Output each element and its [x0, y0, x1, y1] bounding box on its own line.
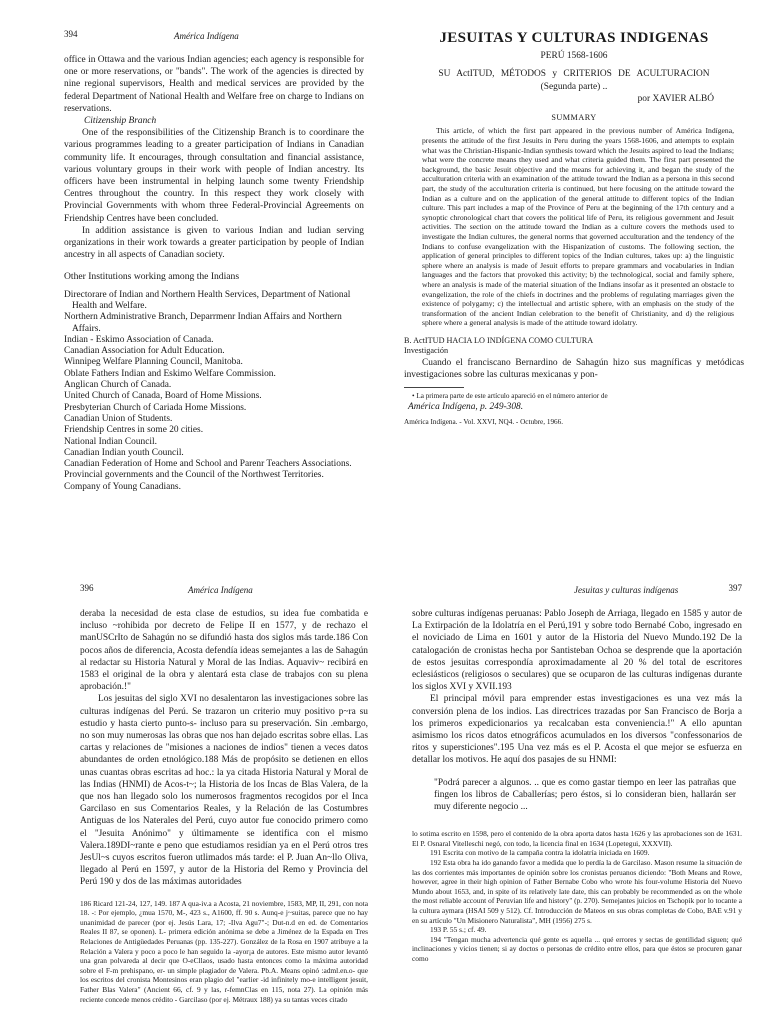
list-item: Canadian Association for Adult Education.	[64, 346, 225, 357]
article-subtitle: PERÚ 1568-1606	[540, 51, 608, 62]
page-number: 396	[80, 583, 94, 593]
paragraph: In addition assistance is given to various Indian and ludian serving organizations in their work towards a greater participation by people of Indian ancestry in all aspects of Canadian society.	[64, 225, 364, 261]
list-item: Presbyterian Church of Cariada Home Missions.	[64, 402, 247, 413]
paragraph: Los jesuitas del siglo XVI no desalentaron las investigaciones sobre las culturas indígenas del Perú. Se trazaron un criterio muy positivo p~ra su estudio y hasta cierto punto-s- incluso para su preservación. Sin .embargo, no son muy numerosas las obras que nos han dejado escritas sobre ellas. Las cartas y relaciones de "misiones a naciones de indios" tienen a veces datos abundantes de orden etnológico.188 Más de propósito se detienen en ellos unas cuantas obras escritas ad hoc.: la ya citada Historia Natural y Moral de las Indias (HNMI) de Acos-t~; la Historia de los Incas de Blas Valera, de la que nos han llegado solo los numerosos fragmentos recogidos por el Inca Garcilaso en sus Comentarios Reales, y la Relación de las Costumbres Antiguas de los Naterales del Perú, cuyo autor fue conocido primero como el "Jesuita Anónimo" y últimamente se identifica con el mismo Valera.189DI~rante e peno que estudiamos residían ya en el Perú otros tres JesUl~s cuyos escritos fueron utlimados más tarde: el P. Juan An~llo Oliva, llegado al Perú en 1597, y autor de la Historia del Remo y Provincia del Perú 190 y dos de las máximas autoridades	[80, 694, 368, 888]
paragraph: office in Ottawa and the various Indian agencies; each agency is responsible for one or more reservations, or "bands". The work of the agencies is directed by nine regional supervisors, Health and medical services are provided by the federal Department of National Health and Welfare free on charge to Indians on reservations.	[64, 55, 364, 114]
footnote: • La primera parte de este artículo apareció en el número anterior de	[412, 392, 608, 401]
list-item: Northern Administrative Branch, Deparrmenr Indian Affairs and Northern Affairs.	[64, 312, 342, 334]
page-number: 394	[64, 29, 78, 39]
list-item: Canadian Federation of Home and School and Parenr Teachers Associations.	[64, 459, 352, 470]
footnote-citation: América Indígena, p. 249-308.	[408, 402, 524, 413]
page-396	[80, 582, 368, 1020]
journal-citation: América Indígena. - Vol. XXVI, NQ4. - Octubre, 1966.	[404, 417, 564, 426]
author-line: por XAVIER ALBÓ	[637, 93, 714, 104]
list-item: Directorare of Indian and Northern Health Services, Department of National Health and Welfare.	[64, 289, 351, 311]
list-item: Anglican Church of Canada.	[64, 380, 172, 391]
section-heading: Citizenship Branch	[84, 116, 157, 127]
article-subtitle-line: SU ActITUD, MÉTODOS y CRITERIOS DE ACULTURACION	[438, 69, 710, 80]
list-item: National Indian Council.	[64, 436, 157, 447]
list-item: Provincial governments and the Council of the Northwest Territories.	[64, 470, 324, 481]
running-title: América Indígena	[188, 585, 253, 595]
section-heading: Other Institutions working among the Indians	[64, 271, 240, 283]
list-item: Canadian Indian youth Council.	[64, 447, 184, 458]
list-item: Indian - Eskimo Association of Canada.	[64, 334, 214, 345]
block-quote: "Podrá parecer a algunos. .. que es como gastar tiempo en leer las patrañas que fingen los libros de Caballerías; pero éstos, si lo consideran bien, hallarán ser muy diferente negocio ...	[434, 777, 736, 813]
summary-text: This article, of which the first part appeared in the previous number of América Indígena, presents the attitude of the first Jesuits in Peru during the years 1568-1606, and attempts to explain what was the Christian-Hispanic-Indian synthesis toward which the Jesuits aspired to lead the Indians; what were the concrete means they used and what criteria guided them. The first part presented the background, the basic Jesuit objective and the means for achieving it, and began the study of the acculturation criteria with an examination of the attitude toward the Indian as a persona in this second part, the study of the acculturation criteria is continued, but here focusing on the attitude toward the Indian as a culture and on the application of the general attitude to different topics of the Indian culture. This part includes a map of the Province of Peru at the beginning of the 17th century and a synoptic chronological chart that covers the political life of Peru, its religious government and Jesuit activities. The section on the attitude toward the Indian as a culture covers the methods used to investigate the Indian cultures, the general norms that governed acculturation and the tendency of the Indians to confuse evangelization with the Hispanization of customs. The following section, the application of general principles to different topics of the Indian cultures, takes up: a) the linguistic sphere where an analysis is made of Jesuit efforts to prepare grammars and vocabularies in Indian languages and the factors that provoked this activity; b) the technological, social and family sphere, where an analysis is made of the material situation of the Indians insofar as it presented an obstacle to evangelization, the role of the chiefs in doctrines and the problems of regulating marriages given the existence of polygamy; c) the intellectual and artistic sphere, with an emphasis on the study of the transformation of the ancient Indian celebration to the benefit of Christianity, and d) the religious sphere where a general analysis is made of the attitude toward idolatry.	[422, 126, 734, 328]
institutions-list	[64, 290, 364, 493]
part-label: (Segunda parte) ..	[540, 81, 608, 92]
footnote: lo sotima escrito en 1598, pero el contenido de la obra aporta datos hasta 1626 y las aprobaciones son de 1631. El P. Osnaral Vitelleschi negó, con todo, la licencia final en 1634 (Lopetegui, XXXVII).	[412, 829, 742, 848]
section-heading: B. ActITUD HACIA LO INDÍGENA COMO CULTURA	[404, 335, 594, 345]
page-number: 397	[728, 583, 742, 593]
paragraph: Cuando el franciscano Bernardino de Sahagún hizo sus magníficas y metódicas investigaciones sobre las culturas mexicanas y pon-	[404, 357, 744, 380]
page-394	[64, 28, 364, 558]
list-item: Friendship Centres in some 20 cities.	[64, 425, 204, 436]
list-item: Company of Young Canadians.	[64, 481, 181, 492]
list-item: United Church of Canada, Board of Home Missions.	[64, 391, 262, 402]
paragraph: sobre culturas indígenas peruanas: Pablo Joseph de Arriaga, llegado en 1585 y autor de La Extirpación de la Idolatría en el Perú,191 y sobre todo Bernabé Cobo, ingresado en el noviciado de Lima en 1601 y autor de la Historia del Nuevo Mundo.192 De la catalogación de cronistas hecha por Santisteban Ochoa se desprende que la aportación de estos jesuitas correspondía aproximadamente al 20 % del total de escritores eclesiásticos (religiosos o seculares) que se ocuparon de las culturas indígenas durante los siglos XVI y XVII.193	[412, 609, 742, 693]
page-397	[412, 582, 742, 1020]
page-395	[404, 28, 744, 558]
footnote: 191 Escrita con motivo de la campaña contra la idolatría iniciada en 1609.	[430, 848, 650, 858]
running-title: América Indígena	[174, 31, 239, 41]
footnote-divider	[404, 387, 464, 388]
running-head	[80, 582, 368, 598]
subsection-heading: Investigación	[404, 346, 449, 356]
running-head	[412, 582, 742, 598]
list-item: Winnipeg Welfare Planning Council, Manitoba.	[64, 357, 243, 368]
list-item: Canadian Union of Students.	[64, 413, 173, 424]
list-item: Oblate Fathers Indian and Eskimo Welfare Commission.	[64, 368, 276, 379]
footnotes: 186 Ricard 121-24, 127, 149. 187 A qua-iv.a a Acosta, 21 noviembre, 1583, MP, II, 291, con nota 18. -: Por ejemplo, ¿mua 1570, M-, 423 s., A1600, ff. 90 s. Aunq-e j~suitas, parece que no hay unanimidad de parecer (por ej. Jesús Lara, 17; -Ilva Agu7"-; Dut-n.d en ed. de Comentarios Reales II 87, se oponen). L- primera edición anónima se debe a Jiménez de la Espada en Tres Relaciones de Antigüedades Peruanas (pp. 135-227). González de la Rosa en 1907 atribuye a la Relación a Valera y poco a poco le han seguido la -ayor¡a de autores. Este mismo autor levantó una gran polvareda al decir que O-eCllaos, usado hasta entonces como la máxima autoridad sobre el F-m prehispano, er- un simple plagiador de Valera. Pb.A. Means opinó :adml.en.o- que los escritos del cronista Montesinos eran plagio del "earlier -id infinitely mo-e intelligent jesuit, Father Blas Valera" (Ancient 66, cf. 9 y las, r-femnClas en 115, nota 27). La opinión más reciente concede menos crédito - Garcilaso (por ej. Métraux 188) ya su tantas veces citado	[80, 898, 368, 1004]
running-head	[64, 28, 364, 44]
footnote: 193 P. 55 s.; cf. 49.	[430, 925, 487, 935]
article-title: JESUITAS Y CULTURAS INDIGENAS	[439, 30, 709, 46]
summary-heading: SUMMARY	[551, 113, 597, 123]
running-title: Jesuitas y culturas indígenas	[574, 585, 679, 595]
paragraph: deraba la necesidad de esta clase de estudios, su idea fue combatida e incluso ~rohibida por decreto de Felipe II en 1577, y de rechazo el manUSCrIto de Sahagún no se difundió hasta dos siglos más tarde.186 Con pocos años de diferencia, Acosta defendía ideas semejantes a las de Sahagún al redactar su Historia Natural y Moral de las Indias. Aquaviv~ recibirá en 1583 el original de la obra y alentará esta clase de trabajos con su plena aprobación.!"	[80, 609, 368, 693]
footnote: 192 Esta obra ha ido ganando favor a medida que lo perdía la de Garcilaso. Mason resume la situación de las dos corrientes más importantes de opinión sobre los cronistas peruanos diciendo: "Both Means and Rowe, however, agree in their high opinion of Father Bernabe Cobo who wrote his four-volume Historia del Nuevo Mundo about 1653, and, in spite of its relatively late date, this can probably be recommended as on the whole the most reliable account of Peruvian life and history" (p. 270). Semejantes juicios en Tschopik por lo tocante a la cultura aymara (HSAI 509 y 512). Cf. Introducción de Mateos en sus obras completas de Cobo, BAE v.91 y en su artículo "Un Misionero Naturalista", MH (1956) 275 s.	[412, 858, 742, 925]
paragraph: One of the responsibilities of the Citizenship Branch is to coordinare the various programmes leading to a greater participation of Indians in Canadian community life. It encourages, through consultation and financial assistance, various voluntary groups in their work with people of Indian ancestry. Its officers have been instrumental in helping launch some twenty Friendship Centres throughout the country. In this respect they work closely with Provincial Governments with whom three Federal-Provincial Agreements on Friendship Centres have been concluded.	[64, 128, 364, 224]
footnote: 194 "Tengan mucha advertencia qué gente es aquella ... qué errores y sectas de gentilidad siguen; qué inclinaciones y vicios tienen; si ay doctos o personas de crédito entre ellos, para que éstos se procuren ganar como	[412, 934, 742, 963]
paragraph: El principal móvil para emprender estas investigaciones es una vez más la conversión plena de los indios. Las directrices trazadas por San Francisco de Borja a los primeros expedicionarios ya recalcaban esta conveniencia.!" A ello apuntan asimismo los ricos datos etnográficos acumulados en los diversos "confessonarios de ritos y supersticiones".195 Una vez más es el P. Acosta el que mejor se esfuerza en detallar los motivos. He aquí dos pasajes de su HNMI:	[412, 694, 742, 766]
